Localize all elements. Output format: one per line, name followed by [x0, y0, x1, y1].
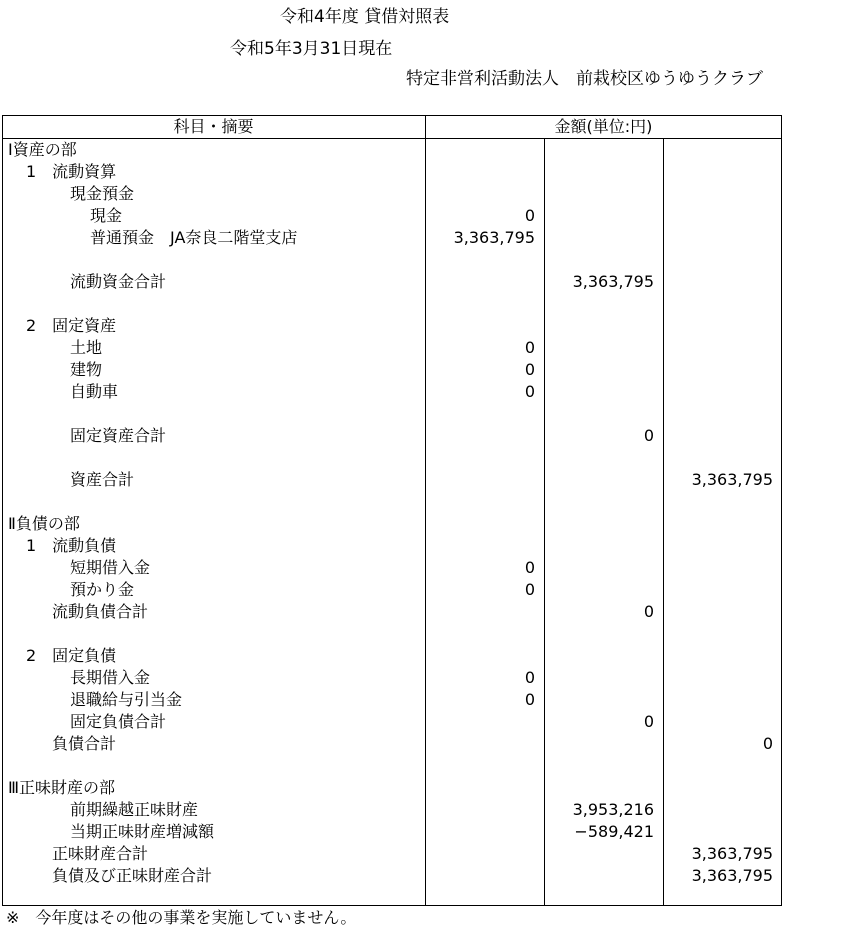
- row-label: Ⅲ正味財産の部: [8, 778, 116, 797]
- row-label: 正味財産合計: [52, 844, 149, 863]
- table-row: [2, 689, 782, 711]
- table-row: [2, 425, 782, 447]
- amount-col-3: 3,363,795: [691, 844, 773, 863]
- header-item: 科目・摘要: [173, 117, 254, 136]
- row-label: 土地: [70, 338, 103, 357]
- table-row: [2, 271, 782, 293]
- table-row: [2, 667, 782, 689]
- row-label: 建物: [70, 360, 103, 379]
- row-label: 前期繰越正味財産: [70, 800, 199, 819]
- row-label: Ⅱ負債の部: [8, 514, 80, 533]
- row-label: 1 流動負債: [26, 536, 117, 555]
- amount-col-2: 3,363,795: [572, 272, 654, 291]
- row-label: 2 固定負債: [26, 646, 117, 665]
- amount-col-2: 0: [643, 712, 654, 731]
- table-row: [2, 645, 782, 667]
- row-label: 普通預金 JA奈良二階堂支店: [90, 228, 298, 247]
- table-row: [2, 359, 782, 381]
- amount-col-3: 0: [762, 734, 773, 753]
- row-label: Ⅰ資産の部: [8, 140, 77, 159]
- amount-col-1: 0: [524, 690, 535, 709]
- row-label: 資産合計: [70, 470, 135, 489]
- amount-col-1: 0: [524, 206, 535, 225]
- table-row: [2, 337, 782, 359]
- table-row: [2, 535, 782, 557]
- amount-col-1: 0: [524, 668, 535, 687]
- amount-col-2: −589,421: [574, 822, 654, 841]
- organization-name: 特定非営利活動法人 前栽校区ゆうゆうクラブ: [406, 69, 763, 89]
- table-row: [2, 711, 782, 733]
- table-row: [2, 733, 782, 755]
- amount-col-1: 0: [524, 360, 535, 379]
- table-row: [2, 799, 782, 821]
- row-label: 現金預金: [70, 184, 135, 203]
- balance-sheet-table: [2, 115, 782, 906]
- table-row: [2, 601, 782, 623]
- table-row: [2, 777, 782, 799]
- amount-col-3: 3,363,795: [691, 866, 773, 885]
- table-row: [2, 579, 782, 601]
- table-row: [2, 183, 782, 205]
- footnote: ※ 今年度はその他の事業を実施していません。: [6, 908, 357, 927]
- row-label: 自動車: [70, 382, 119, 401]
- table-row: [2, 865, 782, 887]
- amount-col-1: 0: [524, 558, 535, 577]
- row-label: 現金: [90, 206, 123, 225]
- amount-col-2: 0: [643, 426, 654, 445]
- row-label: 短期借入金: [70, 558, 151, 577]
- table-row: [2, 843, 782, 865]
- row-label: 固定負債合計: [70, 712, 167, 731]
- table-row: [2, 381, 782, 403]
- amount-col-1: 0: [524, 382, 535, 401]
- row-label: 長期借入金: [70, 668, 151, 687]
- table-row: [2, 513, 782, 535]
- row-label: 流動資金合計: [70, 272, 167, 291]
- amount-col-2: 3,953,216: [572, 800, 654, 819]
- table-row: [2, 161, 782, 183]
- table-row: [2, 205, 782, 227]
- row-label: 預かり金: [70, 580, 135, 599]
- row-label: 2 固定資産: [26, 316, 117, 335]
- amount-col-2: 0: [643, 602, 654, 621]
- row-label: 固定資産合計: [70, 426, 167, 445]
- row-label: 負債合計: [52, 734, 117, 753]
- header-amount: 金額(単位:円): [554, 117, 653, 136]
- table-row: [2, 557, 782, 579]
- table-row: [2, 821, 782, 843]
- row-label: 1 流動資算: [26, 162, 117, 181]
- amount-col-1: 3,363,795: [453, 228, 535, 247]
- amount-col-1: 0: [524, 338, 535, 357]
- document-title: 令和4年度 貸借対照表: [280, 7, 450, 27]
- row-label: 当期正味財産増減額: [70, 822, 215, 841]
- amount-col-3: 3,363,795: [691, 470, 773, 489]
- table-row: [2, 139, 782, 161]
- as-of-date: 令和5年3月31日現在: [230, 39, 393, 59]
- row-label: 退職給与引当金: [70, 690, 183, 709]
- table-row: [2, 227, 782, 249]
- table-row: [2, 315, 782, 337]
- row-label: 流動負債合計: [52, 602, 149, 621]
- amount-col-1: 0: [524, 580, 535, 599]
- table-row: [2, 469, 782, 491]
- row-label: 負債及び正味財産合計: [52, 866, 213, 885]
